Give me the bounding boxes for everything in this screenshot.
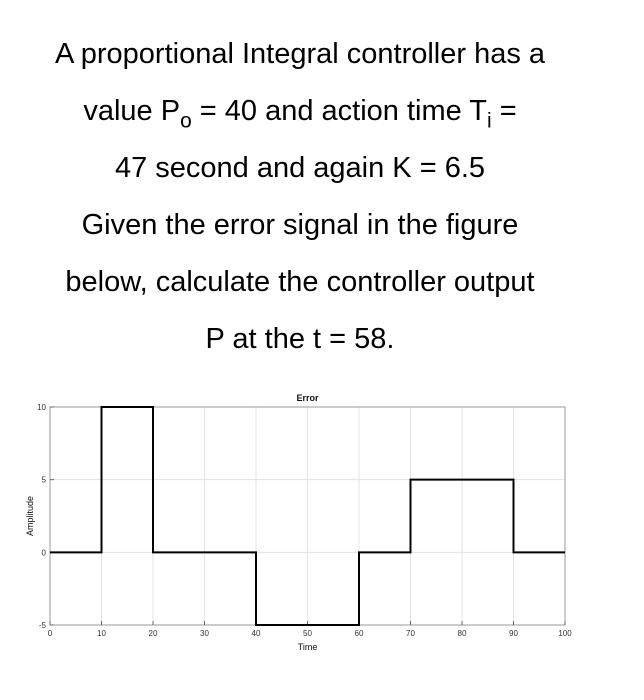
y-tick-label: 10 [37,403,46,412]
x-tick-label: 50 [303,629,312,638]
question-line-5: below, calculate the controller output [65,266,535,298]
x-tick-label: 90 [509,629,518,638]
subscript-i: i [487,109,492,133]
question-line-2-mid: = 40 and action time T [191,95,487,127]
x-tick-label: 30 [200,629,209,638]
x-tick-label: 60 [354,629,364,638]
question-line-2-pre: value P [83,95,181,127]
y-tick-label: -5 [38,621,46,630]
y-tick-label: 0 [41,548,46,558]
y-tick-label: 5 [41,475,46,485]
question-line-1: A proportional Integral controller has a [54,38,546,70]
question-line-4: Given the error signal in the figure [81,209,519,241]
x-axis-label: Time [297,642,318,652]
question-line-2 [0,83,600,140]
chart-grid [50,407,565,625]
subscript-o: o [180,109,192,133]
question-line-3: 47 second and again K = 6.5 [114,152,486,184]
x-tick-label: 80 [457,629,467,638]
question-line-2-post: = [491,95,517,127]
y-axis-label: Amplitude [25,495,35,537]
question-line-6: P at the t = 58. [205,323,395,355]
x-tick-label: 100 [558,629,572,638]
x-tick-label: 10 [97,629,106,638]
chart-ticks [37,403,572,638]
x-tick-label: 40 [251,629,261,638]
question-text [0,26,600,368]
error-chart [0,385,600,665]
x-tick-label: 70 [406,629,415,638]
chart-title: Error [296,393,319,403]
x-tick-label: 0 [47,629,53,638]
x-tick-label: 20 [148,629,158,638]
